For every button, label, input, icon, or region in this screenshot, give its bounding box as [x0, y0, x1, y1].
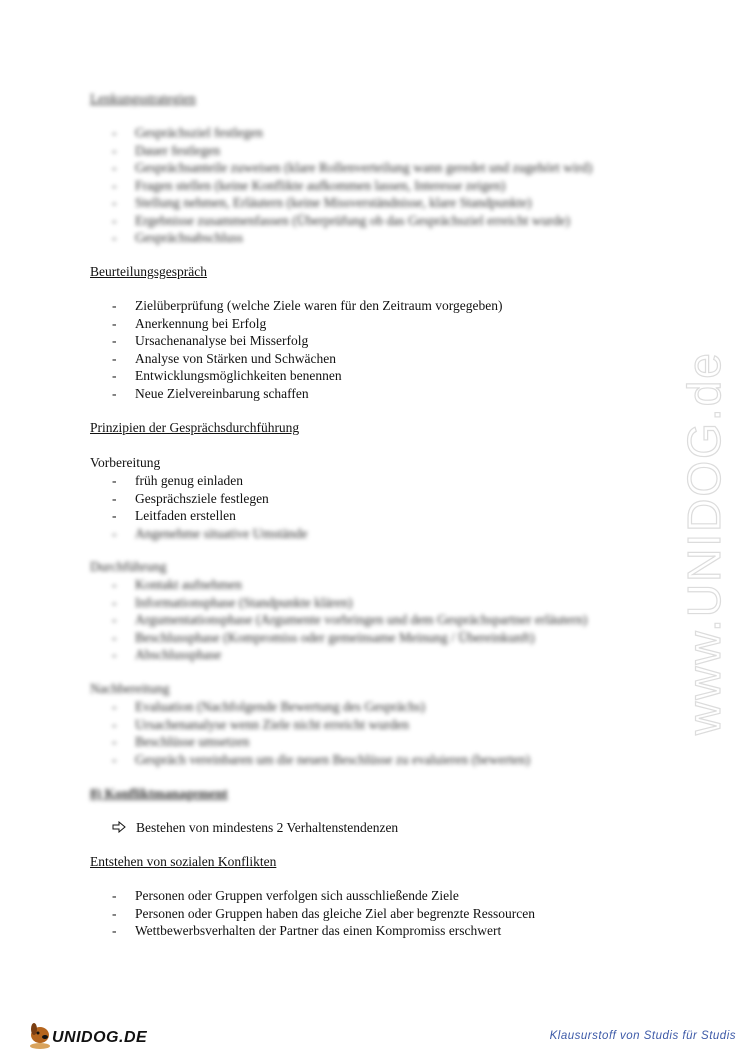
- section-prinzipien: [90, 419, 670, 437]
- list-item: - Gesprächsanteile zuweisen (klare Rollenverteilung wann geredet und zugehört wird): [112, 160, 593, 175]
- section-heading: Entstehen von sozialen Konflikten: [90, 854, 277, 869]
- list-item: - Informationsphase (Standpunkte klären): [112, 594, 353, 610]
- list-item: - Gesprächsziel festlegen: [112, 125, 263, 140]
- section-heading: Beurteilungsgespräch: [90, 264, 207, 279]
- subsection-nachbereitung: [90, 680, 670, 768]
- arrow-text: Bestehen von mindestens 2 Verhaltenstendenzen: [136, 820, 399, 835]
- list-item: - Gesprächsziele festlegen: [112, 490, 269, 506]
- list-item: - Ursachenanalyse wenn Ziele nicht erreicht wurden: [112, 716, 410, 732]
- subsection-durchfuehrung: [90, 558, 670, 664]
- list-item: - Personen oder Gruppen verfolgen sich ausschließende Ziele: [112, 888, 459, 903]
- list-item: - Stellung nehmen, Erläutern (keine Missverständnisse, klare Standpunkte): [112, 195, 532, 210]
- subsection-label: Vorbereitung: [90, 455, 161, 470]
- list-item: - Angenehme situative Umstände: [112, 525, 308, 541]
- list-item: - Anerkennung bei Erfolg: [112, 315, 267, 331]
- subsection-vorbereitung: [90, 454, 670, 542]
- list-item: - Evaluation (Nachfolgende Bewertung des Gesprächs): [112, 699, 426, 714]
- dog-icon: [30, 1023, 50, 1049]
- section-heading: Prinzipien der Gesprächsdurchführung: [90, 420, 300, 435]
- svg-text:UNIDOG.DE: UNIDOG.DE: [52, 1029, 148, 1046]
- footer-tagline: Klausurstoff von Studis für Studis: [549, 1030, 736, 1042]
- list-item: - Ursachenanalyse bei Misserfolg: [112, 333, 309, 348]
- arrow-right-icon: [112, 819, 136, 837]
- subsection-label: Nachbereitung: [90, 681, 170, 696]
- beurteilung-list: [90, 297, 670, 402]
- konflikt-list: [90, 887, 670, 940]
- unidog-logo[interactable]: [28, 1018, 158, 1050]
- list-item: - früh genug einladen: [112, 473, 243, 488]
- list-item: - Neue Zielvereinbarung schaffen: [112, 385, 309, 401]
- list-item: - Ergebnisse zusammenfassen (Überprüfung ob das Gesprächsziel erreicht wurde): [112, 212, 570, 228]
- section-konfliktmanagement: [90, 785, 670, 803]
- list-item: - Wettbewerbsverhalten der Partner das einen Kompromiss erschwert: [112, 923, 502, 938]
- section-heading: Lenkungsstrategien: [90, 91, 196, 106]
- list-item: - Beschlussphase (Kompromiss oder gemeinsame Meinung / Übereinkunft): [112, 629, 535, 645]
- list-item: - Dauer festlegen: [112, 142, 221, 158]
- list-item: - Personen oder Gruppen haben das gleiche Ziel aber begrenzte Ressourcen: [112, 905, 535, 921]
- list-item: - Gesprächsabschluss: [112, 230, 243, 245]
- section-heading: 8) Konfliktmanagement: [90, 786, 228, 801]
- list-item: - Beschlüsse umsetzen: [112, 734, 250, 749]
- vorbereitung-list: [90, 472, 670, 542]
- watermark: [660, 245, 740, 745]
- lenkung-list: [90, 124, 670, 247]
- svg-text:www.UNIDOG.de: www.UNIDOG.de: [678, 351, 730, 735]
- section-lenkungsstrategien: [90, 90, 670, 247]
- section-beurteilungsgespraech: [90, 263, 670, 402]
- list-item: - Fragen stellen (keine Konflikte aufkommen lassen, Interesse zeigen): [112, 177, 506, 193]
- list-item: - Abschlussphase: [112, 647, 222, 662]
- subsection-label: Durchführung: [90, 559, 167, 574]
- durchfuehrung-list: [90, 576, 670, 664]
- section-soziale-konflikte: [90, 853, 670, 940]
- list-item: - Zielüberprüfung (welche Ziele waren für den Zeitraum vorgegeben): [112, 298, 503, 313]
- list-item: - Gespräch vereinbaren um die neuen Beschlüsse zu evaluieren (bewerten): [112, 751, 531, 767]
- list-item: - Argumentationsphase (Argumente vorbringen und dem Gesprächspartner erläutern): [112, 612, 588, 627]
- list-item: - Leitfaden erstellen: [112, 508, 236, 523]
- nachbereitung-list: [90, 698, 670, 768]
- list-item: - Analyse von Stärken und Schwächen: [112, 350, 336, 366]
- list-item: - Entwicklungsmöglichkeiten benennen: [112, 368, 342, 383]
- list-item: - Kontakt aufnehmen: [112, 577, 242, 592]
- konflikt-arrow-line: [90, 819, 670, 837]
